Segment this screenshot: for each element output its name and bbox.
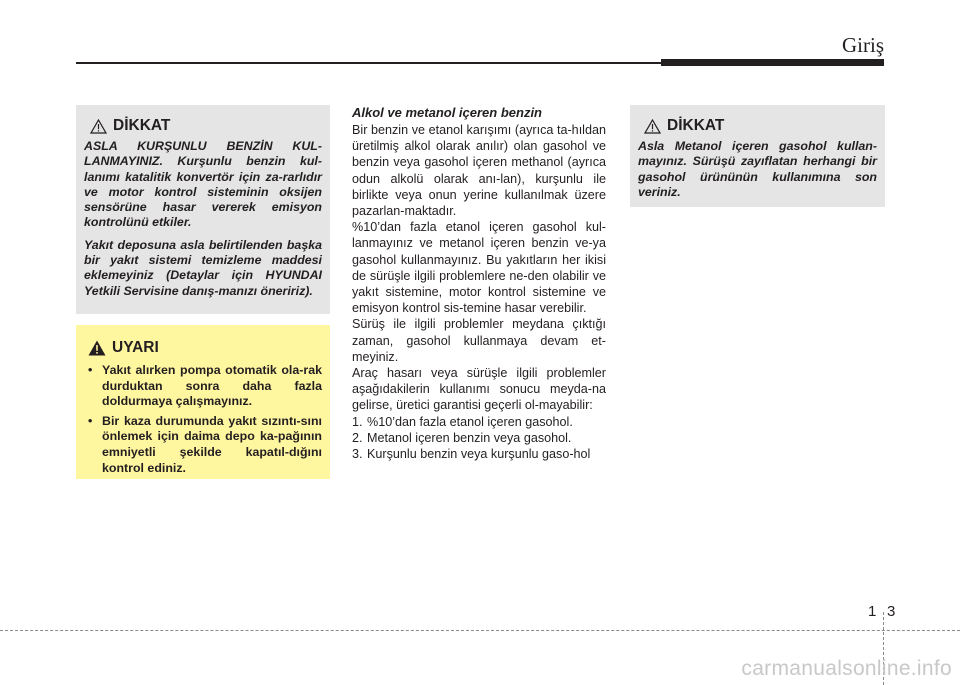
list-item xyxy=(352,430,606,446)
list-number: 1. xyxy=(352,414,363,429)
list-item xyxy=(352,414,606,430)
warning-list xyxy=(86,363,322,476)
body-paragraph: Araç hasarı veya sürüşle ilgili problemler aşağıdakilerin kullanımı sonucu meyda-na gelirse, üretici garantisi geçerli ol-mayabilir: xyxy=(352,366,606,413)
watermark: carmanualsonline.info xyxy=(741,657,952,680)
caution-triangle-icon xyxy=(90,119,107,134)
warning-title: UYARI xyxy=(112,339,159,356)
list-number: 2. xyxy=(352,430,363,445)
page-number: 3 xyxy=(887,603,896,620)
footer-rule xyxy=(0,630,960,631)
caution-heading xyxy=(84,117,322,135)
caution-paragraph: Asla Metanol içeren gasohol kullan-mayınız. Sürüşü zayıflatan herhangi bir gasohol ürününün kullanımına son veriniz. xyxy=(638,139,877,199)
caution-box-left xyxy=(76,105,330,314)
body-paragraph: Bir benzin ve etanol karışımı (ayrıca ta-hıldan üretilmiş alkol olarak anılır) olan gasohol ve benzin veya gasohol içeren methanol (ayrıca odun alkolü olarak anı-lan), kurşunlu ile birlikte veya onun yerine kullanılmak üzere pazarlan-maktadır. xyxy=(352,123,606,219)
warning-heading xyxy=(86,339,322,357)
caution-title: DİKKAT xyxy=(667,117,725,134)
caution-title: DİKKAT xyxy=(113,117,171,134)
caution-triangle-icon xyxy=(644,119,661,134)
warning-triangle-icon xyxy=(88,340,106,356)
list-text: %10’dan fazla etanol içeren gasohol. xyxy=(367,414,573,429)
caution-paragraph: ASLA KURŞUNLU BENZİN KUL-LANMAYINIZ. Kurşunlu benzin kul-lanımı katalitik konvertör için za-rarlıdır ve motor kontrol sisteminin oksijen sensörüne hasar vererek emisyon kontrolünü etkiler. xyxy=(84,139,322,230)
list-text: Metanol içeren benzin veya gasohol. xyxy=(367,430,572,445)
section-title: Giriş xyxy=(842,33,884,57)
chapter-number: 1 xyxy=(868,603,877,620)
caution-box-right xyxy=(630,105,885,207)
body-paragraph: Sürüş ile ilgili problemler meydana çıktığı zaman, gasohol kullanmaya devam et-meyiniz. xyxy=(352,317,606,364)
header-rule-accent xyxy=(661,59,884,66)
warning-item: • Bir kaza durumunda yakıt sızıntı-sını önlemek için daima depo ka-pağının emniyetli şekilde kapatıl-dığını kontrol ediniz. xyxy=(86,414,322,476)
list-text: Kurşunlu benzin veya kurşunlu gaso-hol xyxy=(367,447,591,462)
warning-box xyxy=(76,325,330,479)
caution-paragraph: Yakıt deposuna asla belirtilenden başka bir yakıt sistemi temizleme maddesi eklemeyiniz (Detaylar için HYUNDAI Yetkili Servisine danış-manızı öneririz). xyxy=(84,237,322,298)
body-paragraph: %10’dan fazla etanol içeren gasohol kul-lanmayınız ve metanol içeren benzin ve-ya gasohol kullanmayınız. Bu yakıtların her ikisi de sürüşle ilgili problemlere ne-den olabilir ve yakıt sistemine, motor kontrol sistemine ve emisyon kontrol sis-temine hasar verebilir. xyxy=(352,220,606,316)
main-text-column xyxy=(352,105,606,462)
caution-heading xyxy=(638,117,877,135)
warning-item: • Yakıt alırken pompa otomatik ola-rak durduktan sonra daha fazla doldurmaya çalışmayınız. xyxy=(86,363,322,410)
list-item xyxy=(352,446,606,462)
numbered-list xyxy=(352,414,606,463)
section-heading: Alkol ve metanol içeren benzin xyxy=(352,105,542,120)
list-number: 3. xyxy=(352,447,363,462)
